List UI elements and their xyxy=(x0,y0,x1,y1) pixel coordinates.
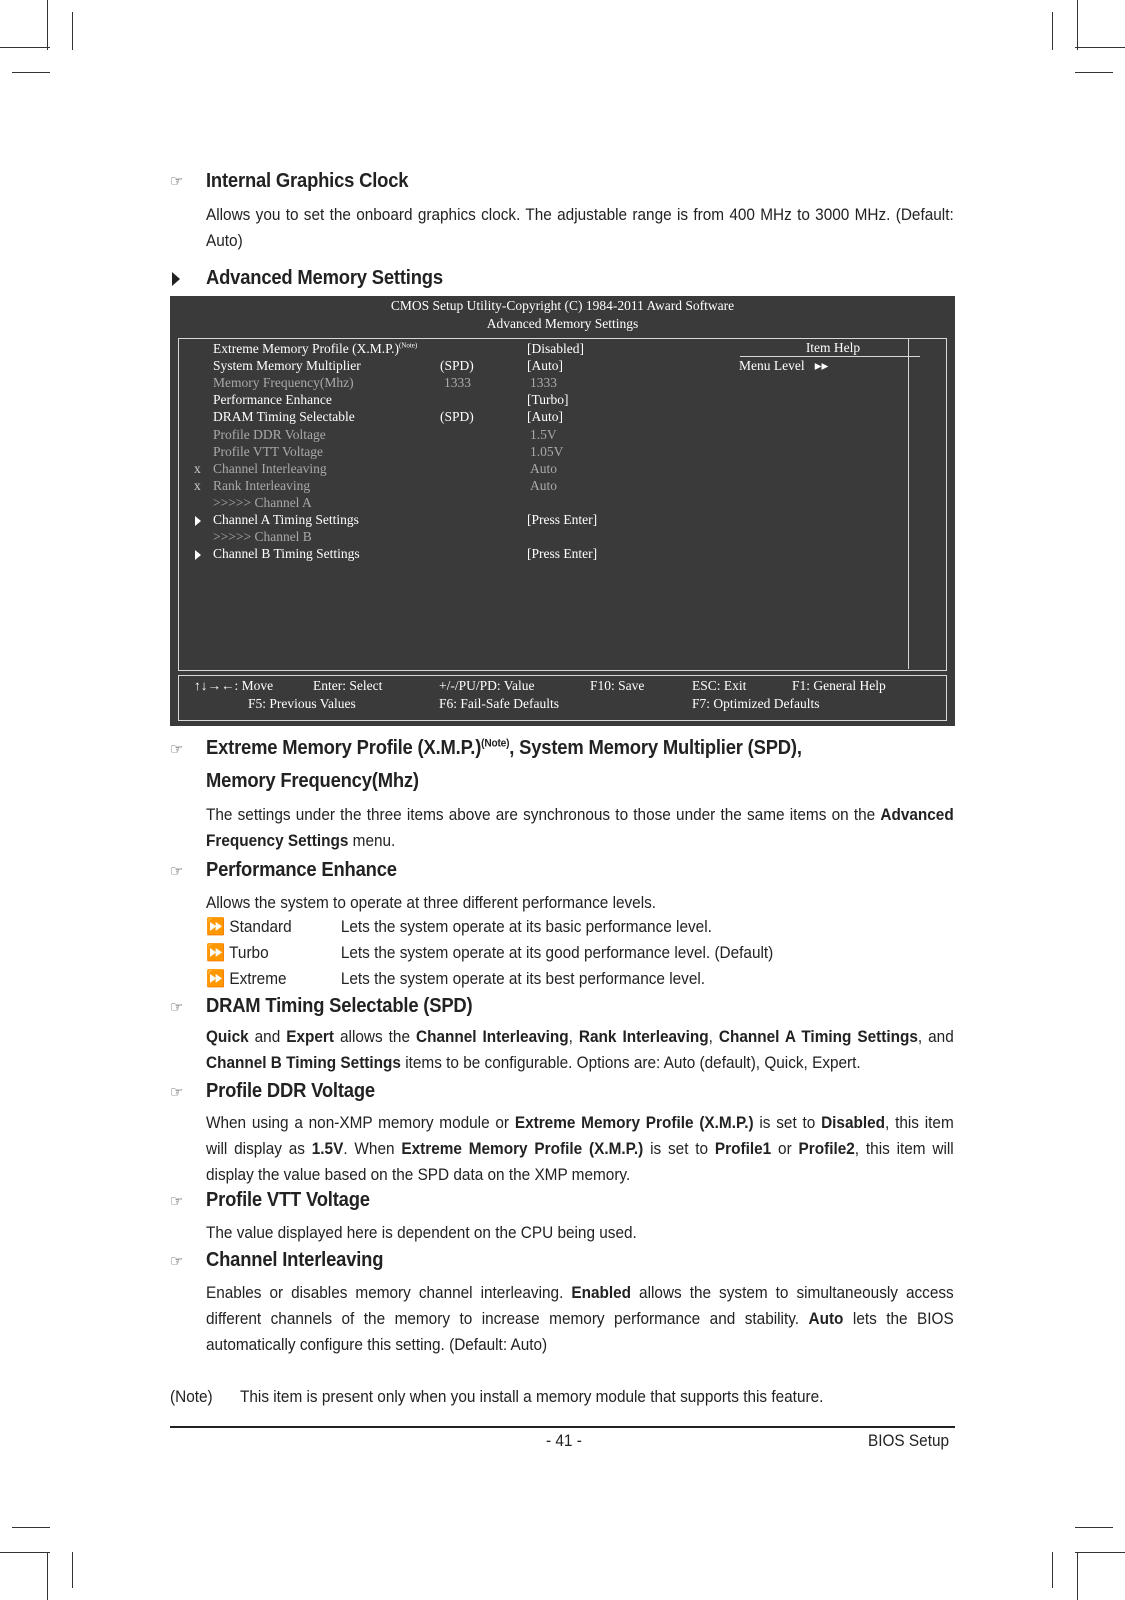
bios-row-label[interactable]: Performance Enhance xyxy=(213,392,332,408)
text-profile-vtt-voltage: The value displayed here is dependent on the CPU being used. xyxy=(206,1224,637,1242)
heading-advanced-memory-settings: Advanced Memory Settings xyxy=(206,267,443,289)
crop-mark xyxy=(1075,72,1113,73)
bios-row-label[interactable]: Extreme Memory Profile $(X.M.P.)^{(Note)}$ xyxy=(213,341,418,356)
bios-row-label[interactable]: DRAM Timing Selectable xyxy=(213,409,355,425)
bios-row-value[interactable]: [Auto] xyxy=(527,409,563,425)
option-turbo: ⏩ Turbo Lets the system operate at its good performance level. (Default) xyxy=(206,944,774,962)
crop-mark xyxy=(1075,1527,1113,1528)
heading-dram-timing: DRAM Timing Selectable (SPD) xyxy=(206,995,473,1017)
crop-mark xyxy=(12,72,50,73)
bios-row-default: (SPD) xyxy=(440,358,474,374)
bios-menu-level xyxy=(739,358,828,374)
option-standard: ⏩ Standard Lets the system operate at its basic performance level. xyxy=(206,918,712,936)
heading-xmp-part2: , System Memory Multiplier (SPD), xyxy=(509,737,802,759)
bios-row-label[interactable]: Channel B Timing Settings xyxy=(213,546,360,562)
bios-help-underline xyxy=(740,356,920,357)
bios-disabled-marker: x xyxy=(194,460,201,476)
crop-mark xyxy=(1077,0,1078,50)
bios-screen xyxy=(170,296,955,726)
heading-internal-graphics-clock: Internal Graphics Clock xyxy=(206,170,409,192)
crop-mark xyxy=(47,1552,48,1600)
footer-section: BIOS Setup xyxy=(868,1432,950,1450)
bios-row-label[interactable]: Channel A Timing Settings xyxy=(213,512,359,527)
hand-pointer-icon: ☞ xyxy=(170,741,184,758)
key-failsafe: F6: Fail-Safe Defaults xyxy=(439,696,559,711)
crop-mark xyxy=(72,12,73,50)
bios-row-label: >>>>> Channel A xyxy=(213,494,312,510)
crop-mark xyxy=(12,1527,50,1528)
bios-row-value[interactable]: [Auto] xyxy=(527,358,563,374)
crop-mark xyxy=(1077,1552,1078,1600)
hand-pointer-icon: ☞ xyxy=(170,1084,184,1101)
bios-row-value: Auto xyxy=(530,477,557,493)
bios-row-default: 1333 xyxy=(444,375,471,391)
heading-xmp xyxy=(206,737,802,760)
bios-row-label: Profile DDR Voltage xyxy=(213,426,326,442)
bios-menu-level-label: Menu Level xyxy=(739,358,805,373)
heading-memory-frequency: Memory Frequency(Mhz) xyxy=(206,770,419,792)
bios-row-default: (SPD) xyxy=(440,409,474,425)
text-channel-interleaving: Enables or disables memory channel interleaving. Enabled allows the system to simultaneously access different channels of the memory to increase memory performance and stability. Auto lets the BIOS automatically configure this setting. (Default: Auto) xyxy=(206,1284,954,1354)
bios-submenu-arrow-icon xyxy=(195,516,201,526)
crop-mark xyxy=(0,47,50,48)
key-value: +/-/PU/PD: Value xyxy=(439,678,535,693)
key-previous: F5: Previous Values xyxy=(248,696,356,711)
submenu-triangle-icon xyxy=(172,272,180,286)
note-text: This item is present only when you install a memory module that supports this feature. xyxy=(240,1388,824,1406)
bios-row-value: Auto xyxy=(530,460,557,476)
heading-channel-interleaving: Channel Interleaving xyxy=(206,1249,384,1271)
bios-row-label: Memory Frequency(Mhz) xyxy=(213,375,354,391)
note-label: (Note) xyxy=(170,1388,213,1406)
bios-row-value: 1333 xyxy=(530,375,557,391)
key-move: ↑↓→←: Move xyxy=(194,678,274,693)
crop-mark xyxy=(1052,1552,1053,1588)
double-arrow-icon: ▸▸ xyxy=(814,358,829,373)
hand-pointer-icon: ☞ xyxy=(170,863,184,880)
bios-row-label[interactable]: System Memory Multiplier xyxy=(213,358,361,374)
double-arrow-icon: ⏩ xyxy=(206,970,226,988)
bios-row-value[interactable]: [Press Enter] xyxy=(527,512,598,527)
crop-mark xyxy=(0,1552,50,1553)
bios-row-value[interactable]: [Disabled] xyxy=(527,341,584,356)
bios-row-label: >>>>> Channel B xyxy=(213,529,312,545)
bios-row-value[interactable]: [Press Enter] xyxy=(527,546,598,562)
hand-pointer-icon: ☞ xyxy=(170,1253,184,1270)
bios-row-value: 1.5V xyxy=(530,426,557,442)
option-extreme: ⏩ Extreme Lets the system operate at its best performance level. xyxy=(206,970,706,988)
crop-mark xyxy=(1075,47,1125,48)
key-optimized: F7: Optimized Defaults xyxy=(692,696,820,711)
crop-mark xyxy=(1052,12,1053,50)
bios-row-label: Rank Interleaving xyxy=(213,477,311,493)
text-dram-timing: Quick and Expert allows the Channel Interleaving, Rank Interleaving, Channel A Timing Settings, and Channel B Timing Settings items to be configurable. Options are: Auto (default), Quick, Expert. xyxy=(206,1028,954,1072)
bios-submenu-arrow-icon xyxy=(195,550,201,560)
text-profile-ddr-voltage: When using a non-XMP memory module or Extreme Memory Profile (X.M.P.) is set to Disabled, this item will display as 1.5V. When Extreme Memory Profile (X.M.P.) is set to Profile1 or Profile2, this item will display the value based on the SPD data on the XMP memory. xyxy=(206,1114,954,1184)
text-internal-graphics-clock: Allows you to set the onboard graphics clock. The adjustable range is from 400 MHz to 3000 MHz. (Default: Auto) xyxy=(206,206,954,250)
bios-help-divider xyxy=(908,338,909,669)
key-select: Enter: Select xyxy=(313,678,383,693)
double-arrow-icon: ⏩ xyxy=(206,944,226,962)
crop-mark xyxy=(1075,1552,1125,1553)
crop-mark xyxy=(72,1552,73,1588)
heading-profile-vtt-voltage: Profile VTT Voltage xyxy=(206,1189,370,1211)
heading-profile-ddr-voltage: Profile DDR Voltage xyxy=(206,1080,375,1102)
bios-row-label: Channel Interleaving xyxy=(213,460,327,476)
hand-pointer-icon: ☞ xyxy=(170,999,184,1016)
footer-rule xyxy=(170,1426,955,1428)
heading-performance-enhance: Performance Enhance xyxy=(206,859,397,881)
text-xmp: The settings under the three items above are synchronous to those under the same items on the Advanced Frequency Settings menu. xyxy=(206,806,954,850)
bios-row-label: Profile VTT Voltage xyxy=(213,443,323,459)
hand-pointer-icon: ☞ xyxy=(170,1193,184,1210)
bios-row-value[interactable]: [Turbo] xyxy=(527,392,569,408)
bios-row-value: 1.05V xyxy=(530,443,564,459)
key-help: F1: General Help xyxy=(792,678,886,693)
bios-title: CMOS Setup Utility-Copyright (C) 1984-2011 Award Software xyxy=(390,298,735,313)
double-arrow-icon: ⏩ xyxy=(206,918,226,936)
text-performance-enhance: Allows the system to operate at three different performance levels. xyxy=(206,894,657,912)
heading-xmp-part1: Extreme Memory Profile (X.M.P.) xyxy=(206,737,482,759)
hand-pointer-icon: ☞ xyxy=(170,173,184,190)
key-exit: ESC: Exit xyxy=(692,678,747,693)
key-save: F10: Save xyxy=(590,678,645,693)
heading-xmp-note: (Note) xyxy=(481,737,510,750)
page-number: - 41 - xyxy=(546,1432,582,1450)
bios-subtitle: Advanced Memory Settings xyxy=(486,316,639,331)
bios-item-help-title: Item Help xyxy=(805,340,861,355)
bios-disabled-marker: x xyxy=(194,477,201,493)
crop-mark xyxy=(47,0,48,50)
